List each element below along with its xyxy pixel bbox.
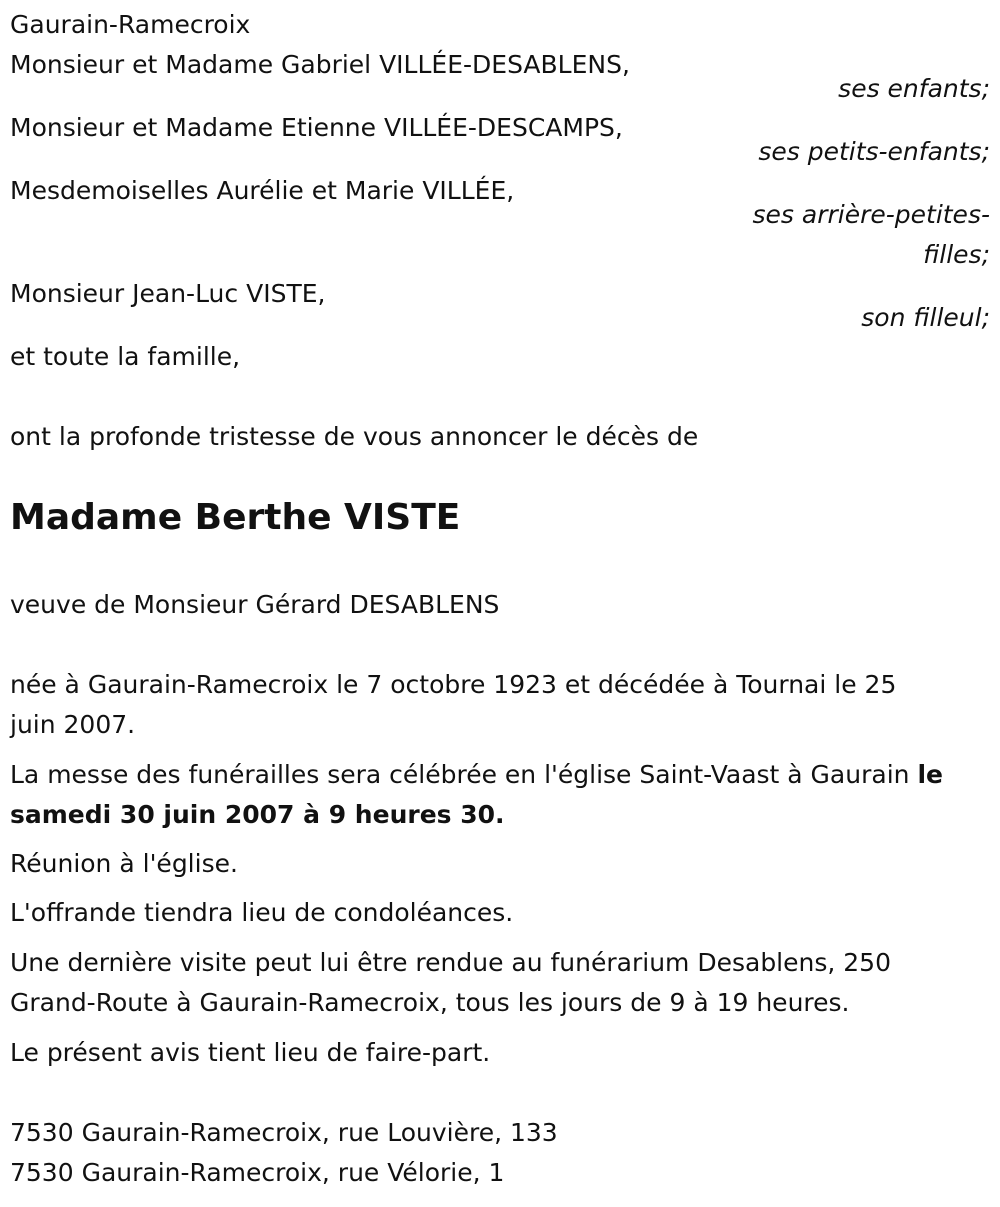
visit-line: Grand-Route à Gaurain-Ramecroix, tous les jours de 9 à 19 heures. [10, 988, 850, 1017]
birth-death-line: née à Gaurain-Ramecroix le 7 octobre 1923 et décédée à Tournai le 25 [10, 670, 897, 699]
announcement-text: ont la profonde tristesse de vous annoncer le décès de [10, 422, 699, 451]
offering-text: L'offrande tiendra lieu de condoléances. [10, 898, 514, 927]
family-rest: et toute la famille, [10, 342, 241, 371]
family-member-name: Monsieur et Madame Gabriel VILLÉE-DESABLENS, [10, 50, 630, 79]
mass-date-bold: le [917, 760, 943, 789]
family-member-name: Monsieur Jean-Luc VISTE, [10, 279, 326, 308]
widow-of-text: veuve de Monsieur Gérard DESABLENS [10, 590, 500, 619]
notice-text: Le présent avis tient lieu de faire-part. [10, 1038, 491, 1067]
family-member-name: Mesdemoiselles Aurélie et Marie VILLÉE, [10, 176, 515, 205]
deceased-name: Madame Berthe VISTE [10, 497, 461, 538]
meeting-text: Réunion à l'église. [10, 849, 238, 878]
town-heading: Gaurain-Ramecroix [10, 10, 251, 39]
address-line: 7530 Gaurain-Ramecroix, rue Louvière, 133 [10, 1118, 558, 1147]
mass-details [10, 755, 943, 795]
mass-date-time: samedi 30 juin 2007 à 9 heures 30. [10, 800, 505, 829]
family-relation: ses petits-enfants; [758, 137, 990, 166]
family-relation: ses enfants; [838, 74, 990, 103]
family-relation: ses arrière-petites- [752, 200, 990, 229]
family-relation: filles; [923, 240, 990, 269]
family-relation: son filleul; [861, 303, 990, 332]
family-member-name: Monsieur et Madame Etienne VILLÉE-DESCAMPS, [10, 113, 623, 142]
address-line: 7530 Gaurain-Ramecroix, rue Vélorie, 1 [10, 1158, 505, 1187]
mass-text: La messe des funérailles sera célébrée en l'église Saint-Vaast à Gaurain [10, 760, 918, 789]
birth-death-line: juin 2007. [10, 710, 136, 739]
visit-line: Une dernière visite peut lui être rendue au funérarium Desablens, 250 [10, 948, 891, 977]
